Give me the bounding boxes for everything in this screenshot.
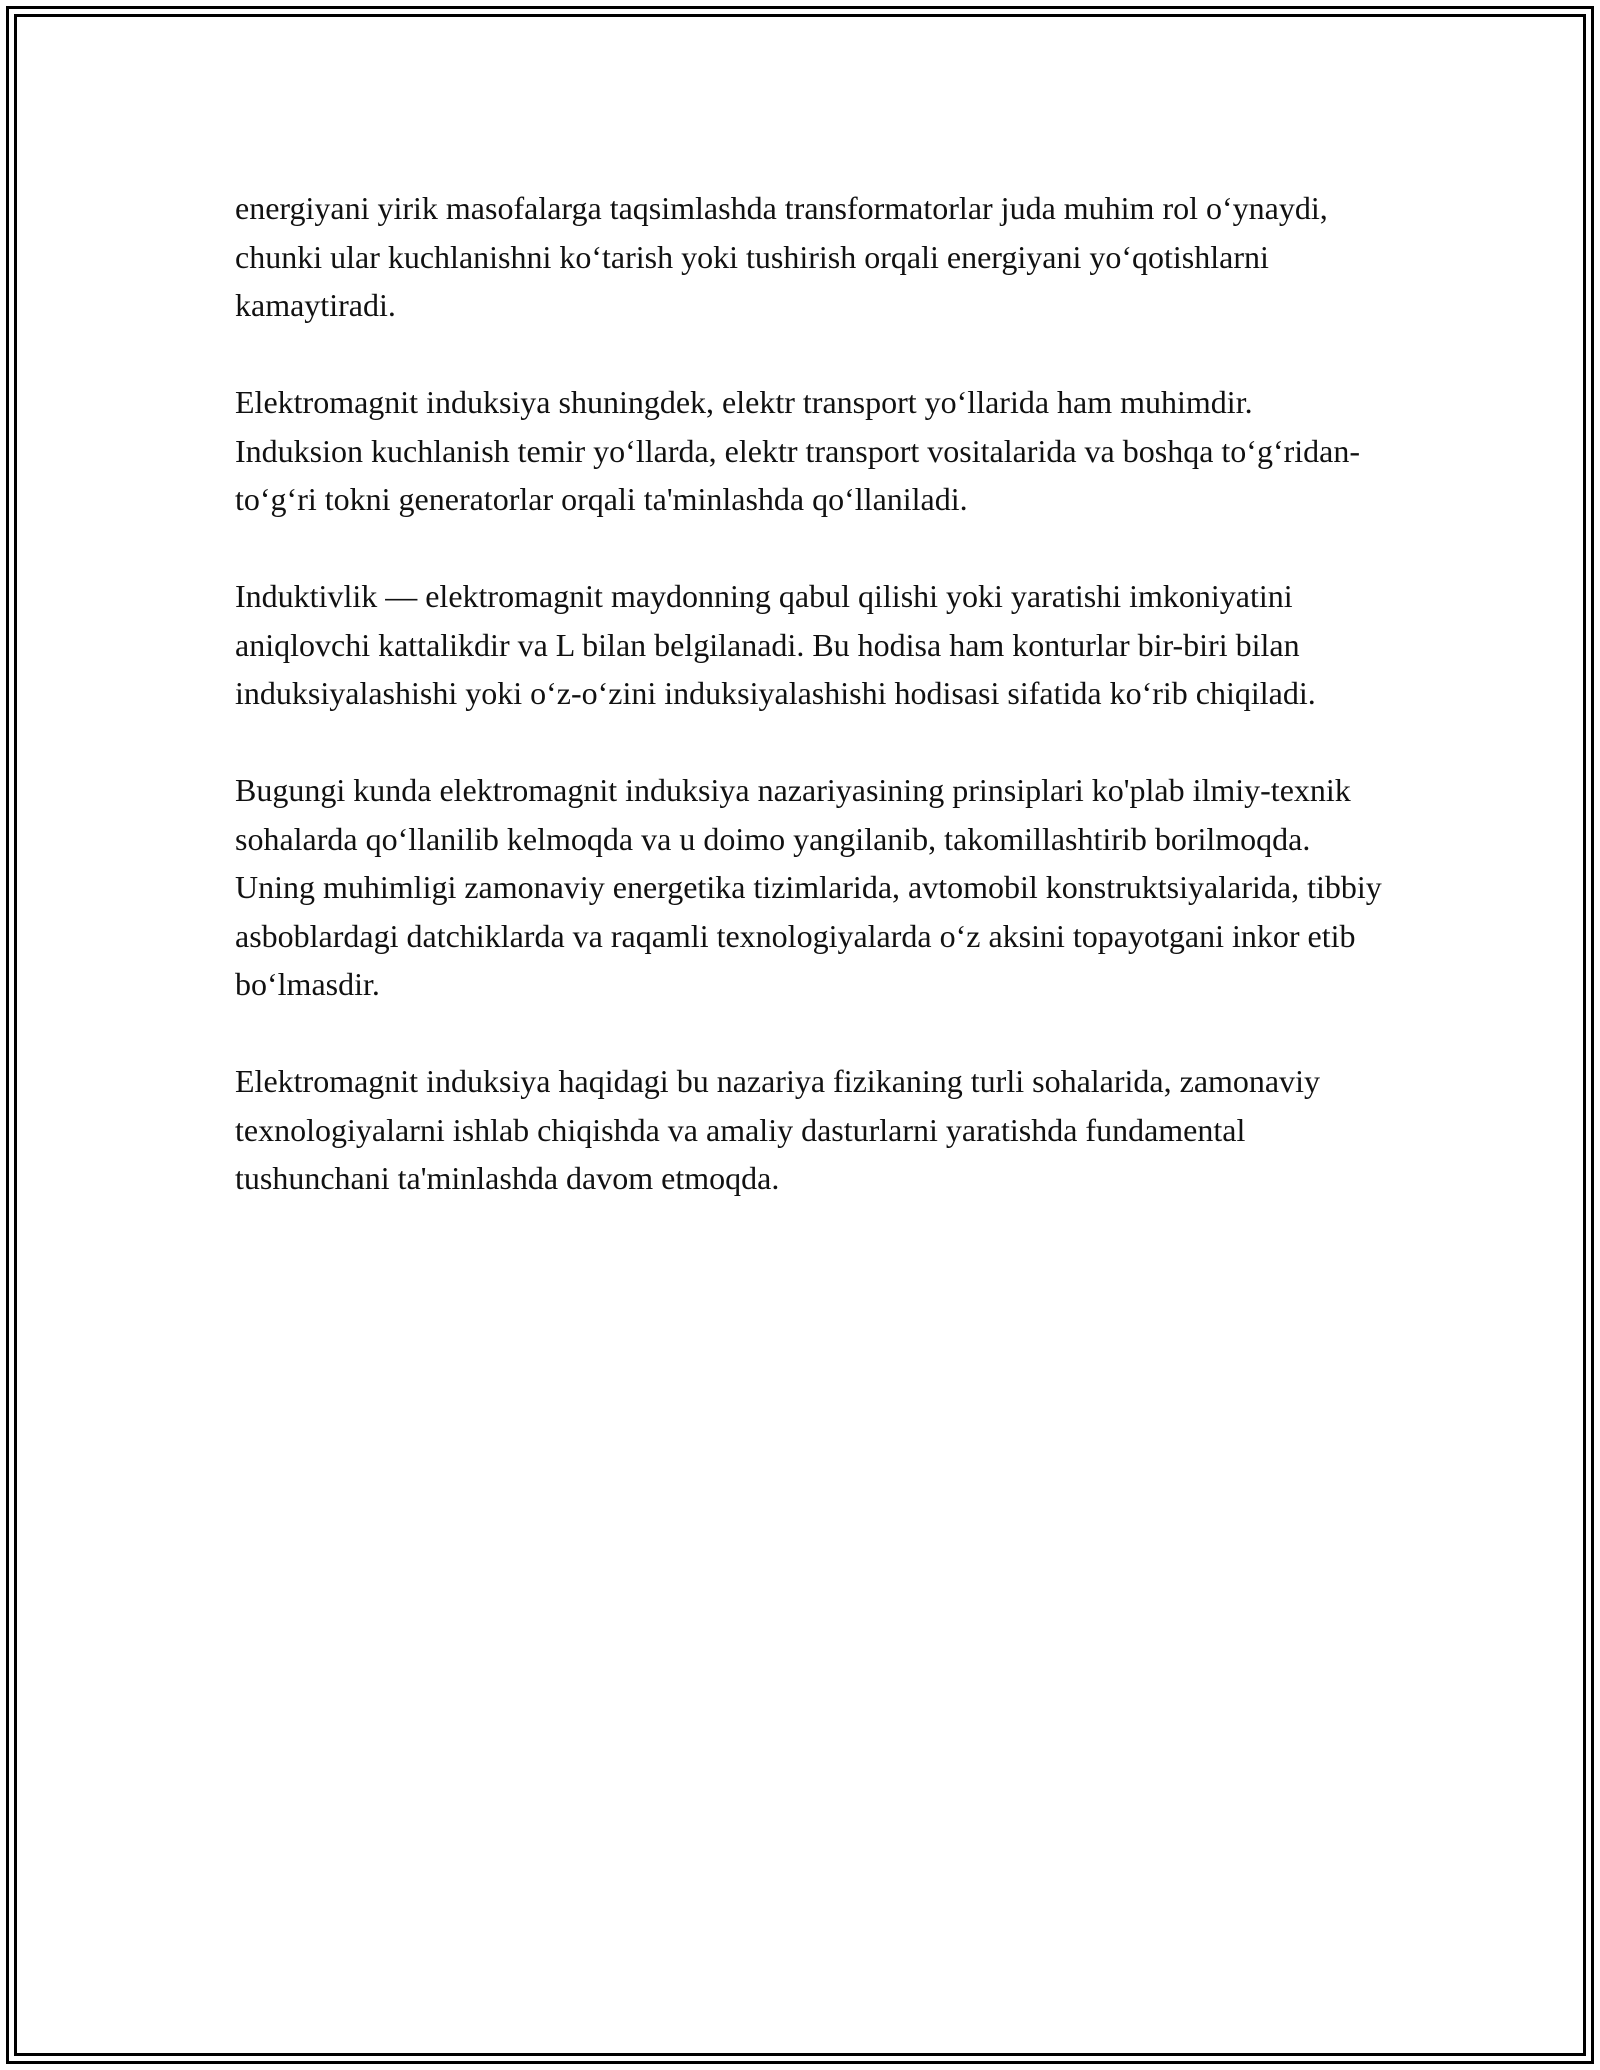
paragraph-electric-transport: Elektromagnit induksiya shuningdek, elektr transport yo‘llarida ham muhimdir. Induksion kuchlanish temir yo‘llarda, elektr transport vositalarida va boshqa to‘g‘ridan-to‘g‘ri tokni generatorlar orqali ta'minlashda qo‘llaniladi.	[235, 384, 1361, 517]
document-body	[235, 184, 1385, 1251]
paragraph-inductance: Induktivlik — elektromagnit maydonning qabul qilishi yoki yaratishi imkoniyatini aniqlovchi kattalikdir va L bilan belgilanadi. Bu hodisa ham konturlar bir-biri bilan induksiyalashishi yoki o‘z-o‘zini induksiyalashishi hodisasi sifatida ko‘rib chiqiladi.	[235, 578, 1316, 711]
paragraph-conclusion: Elektromagnit induksiya haqidagi bu nazariya fizikaning turli sohalarida, zamonaviy texnologiyalarni ishlab chiqishda va amaliy dasturlarni yaratishda fundamental tushunchani ta'minlashda davom etmoqda.	[235, 1063, 1320, 1196]
paragraph-transformers: energiyani yirik masofalarga taqsimlashda transformatorlar juda muhim rol o‘ynaydi, chunki ular kuchlanishni ko‘tarish yoki tushirish orqali energiyani yo‘qotishlarni kamaytiradi.	[235, 190, 1328, 323]
paragraph-modern-applications: Bugungi kunda elektromagnit induksiya nazariyasining prinsiplari ko'plab ilmiy-texnik sohalarda qo‘llanilib kelmoqda va u doimo yangilanib, takomillashtirib borilmoqda. Uning muhimligi zamonaviy energetika tizimlarida, avtomobil konstruktsiyalarida, tibbiy asboblardagi datchiklarda va raqamli texnologiyalarda o‘z aksini topayotgani inkor etib bo‘lmasdir.	[235, 772, 1382, 1002]
